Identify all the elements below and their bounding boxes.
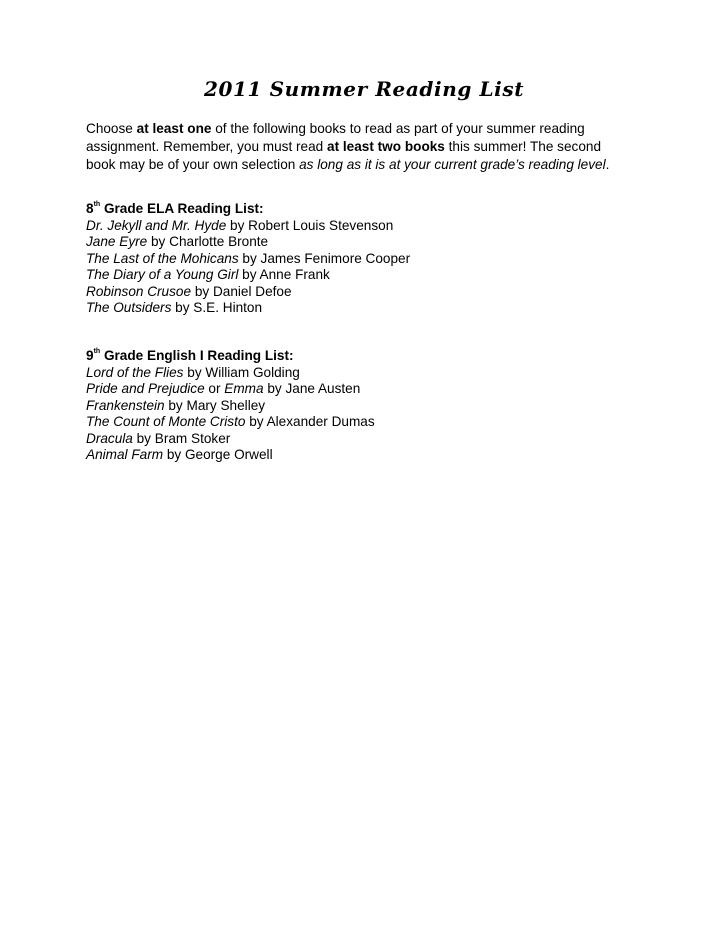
book-title: Dracula — [86, 430, 133, 446]
book-item — [86, 300, 666, 317]
grade-suffix: th — [93, 201, 101, 209]
book-author: by Charlotte Bronte — [147, 234, 269, 249]
book-author: by Bram Stoker — [132, 430, 231, 446]
book-item — [86, 284, 666, 301]
book-author: by Robert Louis Stevenson — [226, 217, 394, 233]
book-item — [86, 267, 666, 284]
book-item — [86, 398, 666, 415]
intro-emphasis: at least two books — [327, 139, 445, 154]
intro-emphasis: at least one — [136, 121, 212, 136]
book-author: by Jane Austen — [263, 381, 361, 396]
book-author: by Alexander Dumas — [245, 414, 375, 429]
book-title: The Count of Monte Cristo — [86, 414, 246, 429]
book-connector: or — [204, 381, 225, 396]
book-title: Robinson Crusoe — [86, 283, 192, 299]
book-title: Pride and Prejudice — [86, 381, 205, 396]
intro-italic: as long as it is at your current grade’s reading level — [299, 157, 606, 172]
book-title: Frankenstein — [86, 397, 165, 413]
book-title: The Diary of a Young Girl — [86, 267, 239, 282]
intro-line-2 — [86, 138, 666, 156]
section-heading — [86, 201, 666, 218]
intro-text: Choose — [86, 121, 137, 136]
book-title: Jane Eyre — [86, 234, 148, 249]
intro-text: this summer! The second — [444, 139, 602, 154]
heading-text: Grade ELA Reading List: — [100, 201, 264, 216]
book-title: The Outsiders — [86, 300, 172, 315]
book-author: by S.E. Hinton — [171, 300, 263, 315]
intro-text: assignment. Remember, you must read — [86, 139, 328, 154]
grade-8-reading-list — [86, 201, 666, 317]
book-author: by James Fenimore Cooper — [238, 250, 411, 266]
grade-number: 8 — [86, 201, 94, 216]
book-author: by George Orwell — [163, 447, 273, 462]
book-author: by William Golding — [183, 364, 300, 380]
intro-line-3 — [86, 156, 666, 174]
heading-text: Grade English I Reading List: — [100, 348, 294, 363]
book-title: The Last of the Mohicans — [86, 250, 239, 266]
grade-number: 9 — [86, 348, 94, 363]
book-title: Animal Farm — [86, 447, 164, 462]
book-item — [86, 251, 666, 268]
intro-text: of the following books to read as part of your summer reading — [211, 121, 585, 136]
section-heading — [86, 348, 666, 365]
book-title: Lord of the Flies — [86, 364, 184, 380]
intro-text: . — [605, 157, 610, 172]
book-title: Dr. Jekyll and Mr. Hyde — [86, 217, 227, 233]
book-item — [86, 431, 666, 448]
book-item — [86, 381, 666, 398]
book-item — [86, 447, 666, 464]
intro-text: book may be of your own selection — [86, 157, 300, 172]
book-item — [86, 365, 666, 382]
book-item — [86, 414, 666, 431]
grade-9-reading-list — [86, 348, 666, 464]
book-author: by Daniel Defoe — [191, 283, 292, 299]
book-item — [86, 218, 666, 235]
grade-suffix: th — [93, 348, 101, 356]
page-title: 2011 Summer Reading List — [203, 77, 525, 101]
book-author: by Anne Frank — [238, 267, 330, 282]
book-item — [86, 234, 666, 251]
intro-line-1 — [86, 120, 666, 138]
book-title: Emma — [224, 381, 264, 396]
book-author: by Mary Shelley — [164, 397, 266, 413]
intro-paragraph — [86, 120, 666, 174]
